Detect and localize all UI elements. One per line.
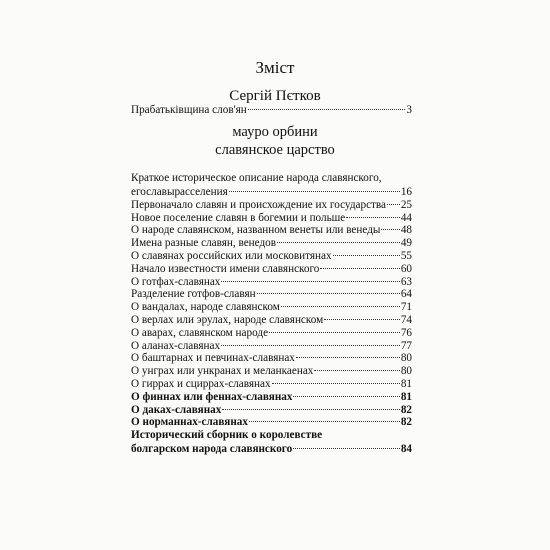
toc-leader-dots <box>222 409 399 410</box>
toc-entry-text: О вандалах, народе славянском <box>131 301 280 314</box>
toc-entry-page: 71 <box>400 301 412 314</box>
toc-entry-text: болгарском народа славянского <box>131 443 293 456</box>
toc-leader-dots <box>314 370 399 371</box>
toc-leader-dots <box>296 357 400 358</box>
toc-entry-text: О народе славянском, названном венеты или венеды <box>131 224 381 237</box>
toc-leader-dots <box>387 204 400 205</box>
toc-entry-page: 3 <box>406 104 412 116</box>
toc-leader-dots <box>293 396 399 397</box>
toc-entry-text: егославырасселения <box>131 186 228 198</box>
toc-leader-dots <box>277 242 400 243</box>
toc-entry-page: 76 <box>400 326 412 339</box>
author-name-1: Сергій Пєтков <box>229 88 321 104</box>
toc-leader-dots <box>257 293 400 294</box>
toc-entry-page: 60 <box>400 262 412 275</box>
toc-leader-dots <box>320 268 399 269</box>
toc-entry-first-line: Краткое историческое описание народа славянского, <box>131 172 382 184</box>
toc-entry-page: 82 <box>400 416 412 429</box>
toc-entry-text: О аварах, славянском народе <box>131 326 269 339</box>
toc-entry <box>131 103 412 117</box>
toc-entry-text: Прабатьківщина слов'ян <box>131 104 247 116</box>
toc-entry-page: 82 <box>400 403 412 416</box>
toc-entry-page: 63 <box>400 275 412 288</box>
toc-entry-text: Первоначало славян и происхождение их государства <box>131 198 387 211</box>
toc-entry-first-line: Исторический сборник о королевстве <box>131 429 323 442</box>
toc-entry-text: Имена разные славян, венедов <box>131 237 277 250</box>
toc-leader-dots <box>272 383 400 384</box>
toc-entry-page: 48 <box>400 224 412 237</box>
toc-entry-page: 44 <box>400 211 412 224</box>
toc-entry-text: О баштарнах и певчинах-славянах <box>131 352 295 365</box>
toc-leader-dots <box>221 281 399 282</box>
toc-entry-page: 84 <box>400 443 412 456</box>
toc-entry-text: О унграх или ункранах и меланкаенах <box>131 365 314 378</box>
toc-leader-dots <box>229 191 400 192</box>
toc-leader-dots <box>221 345 400 346</box>
toc-entry-page: 74 <box>400 314 412 326</box>
toc-entry-page: 81 <box>400 378 412 390</box>
toc-entry-text: О славянах российских или московитянах <box>131 250 332 262</box>
toc-leader-dots <box>346 217 400 218</box>
toc-entry-text: Разделение готфов-славян <box>131 288 256 301</box>
toc-entry-page: 64 <box>400 288 412 301</box>
toc-leader-dots <box>381 229 399 230</box>
toc-entry-text: О норманнах-славянах <box>131 416 248 429</box>
toc-leader-dots <box>324 319 400 320</box>
toc-entry-page: 49 <box>400 237 412 250</box>
toc-entry-page: 81 <box>400 390 412 403</box>
toc-entry-page: 16 <box>400 186 412 198</box>
section-title: славянское царство <box>215 142 335 158</box>
toc-entry-text: Новое поселение славян в богемии и польше <box>131 211 346 224</box>
toc-entry-text: О готфах-славянах <box>131 275 221 288</box>
toc-entry-text: О гиррах и сциррах-славянах <box>131 378 271 390</box>
toc-entry-text: О аланах-славянах <box>131 339 221 352</box>
toc-leader-dots <box>269 332 400 333</box>
toc-leader-dots <box>333 255 400 256</box>
toc-leader-dots <box>248 109 406 110</box>
author-name-2: мауро орбини <box>232 124 318 140</box>
toc-entry-page: 55 <box>400 250 412 262</box>
toc-entry <box>131 442 412 456</box>
toc-entry-text: Начало известности имени славянского <box>131 262 320 275</box>
toc-leader-dots <box>293 448 400 449</box>
page-title: Зміст <box>255 58 295 77</box>
toc-entry-text: О финнах или феннах-славянах <box>131 390 293 403</box>
toc-entry-page: 80 <box>400 352 412 365</box>
toc-entry-page: 80 <box>400 365 412 378</box>
toc-entry-text: О верлах или эрулах, народе славянском <box>131 314 324 326</box>
toc-entry-page: 25 <box>400 198 412 211</box>
toc-leader-dots <box>249 421 400 422</box>
toc-entry-page: 77 <box>400 339 412 352</box>
toc-leader-dots <box>281 306 400 307</box>
toc-entry-text: О даках-славянах <box>131 403 222 416</box>
